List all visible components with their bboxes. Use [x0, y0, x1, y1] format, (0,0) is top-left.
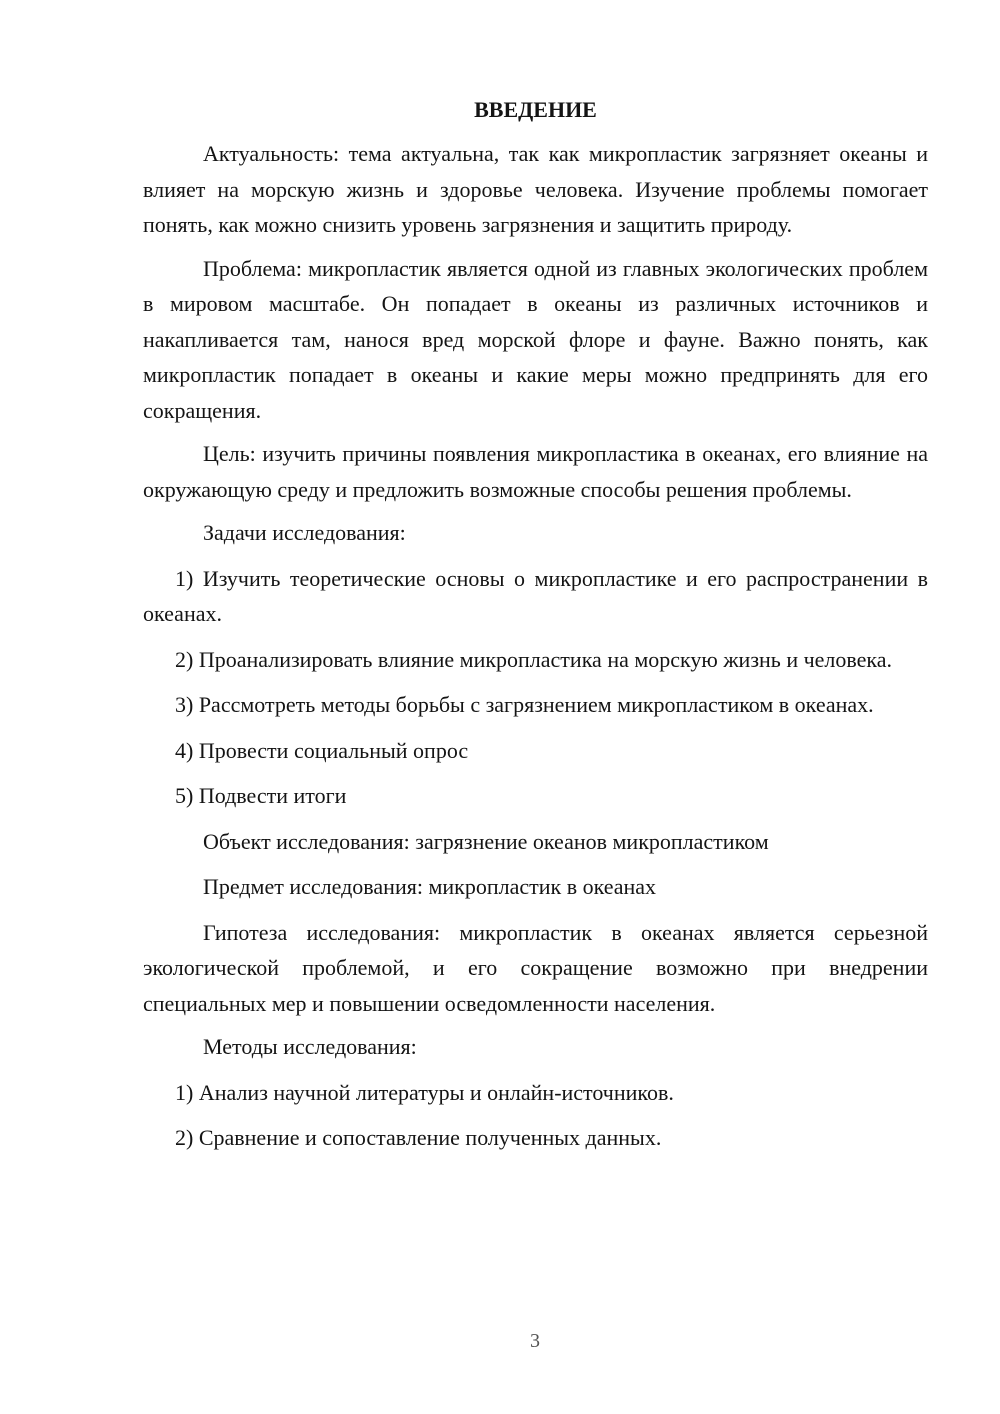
method-item-1: 1) Анализ научной литературы и онлайн-источников.	[175, 1079, 674, 1105]
task-item-2: 2) Проанализировать влияние микропластика на морскую жизнь и человека.	[175, 646, 893, 672]
relevance-paragraph: Актуальность: тема актуальна, так как микропластик загрязняет океаны и влияет на морскую жизнь и здоровье человека. Изучение проблемы помогает понять, как можно снизить уровень загрязнения и защитить природу.	[143, 141, 928, 237]
tasks-heading: Задачи исследования:	[203, 520, 406, 545]
task-item-5: 5) Подвести итоги	[175, 783, 347, 808]
research-subject: Предмет исследования: микропластик в океанах	[203, 874, 657, 899]
task-item-1: 1) Изучить теоретические основы о микропластике и его распространении в океанах.	[143, 565, 928, 626]
research-object: Объект исследования: загрязнение океанов микропластиком	[203, 828, 769, 854]
page-number: 3	[530, 1330, 540, 1352]
task-item-3: 3) Рассмотреть методы борьбы с загрязнением микропластиком в океанах.	[175, 692, 874, 717]
goal-paragraph: Цель: изучить причины появления микропластика в океанах, его влияние на окружающую среду и предложить возможные способы решения проблемы.	[143, 441, 928, 502]
document-page	[143, 92, 928, 1166]
hypothesis-paragraph: Гипотеза исследования: микропластик в океанах является серьезной экологической проблемой, и его сокращение возможно при внедрении специальных мер и повышении осведомленности населения.	[143, 919, 928, 1016]
methods-heading: Методы исследования:	[203, 1034, 417, 1059]
task-item-4: 4) Провести социальный опрос	[175, 737, 469, 763]
problem-paragraph: Проблема: микропластик является одной из главных экологических проблем в мировом масштабе. Он попадает в океаны из различных источников и накапливается там, нанося вред морской флоре и фауне. Важно понять, как микропластик попадает в океаны и какие меры можно предпринять для его сокращения.	[143, 255, 928, 423]
section-title: ВВЕДЕНИЕ	[474, 97, 597, 122]
method-item-2: 2) Сравнение и сопоставление полученных данных.	[175, 1125, 662, 1150]
